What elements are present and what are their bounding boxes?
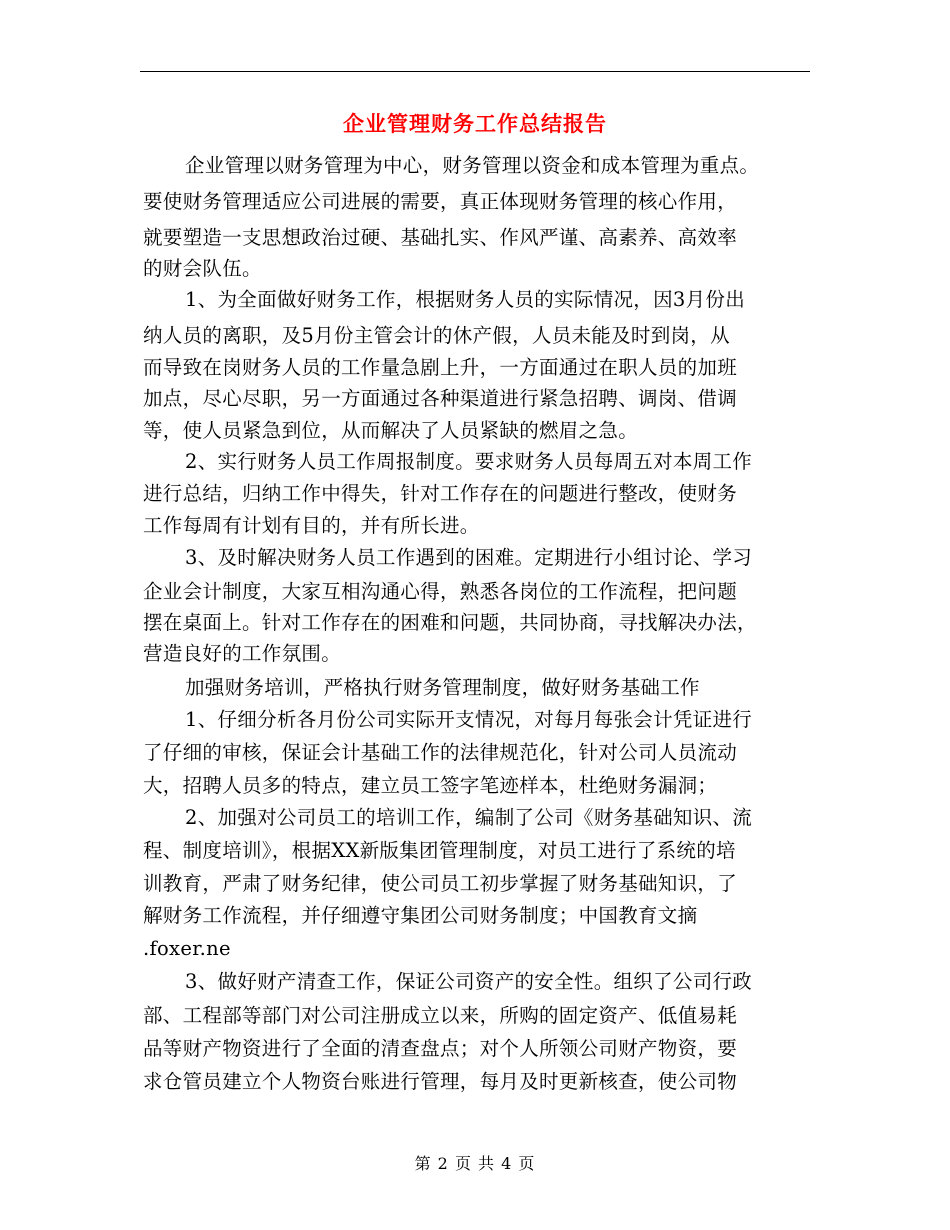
text-line: 摆在桌面上。针对工作存在的困难和问题，共同协商，寻找解决办法， [143,611,757,634]
text-line: 进行总结，归纳工作中得失，针对工作存在的问题进行整改，使财务 [143,482,738,505]
text-line: 3、做好财产清查工作，保证公司资产的安全性。组织了公司行政 [185,970,753,993]
text-line: 求仓管员建立个人物资台账进行管理，每月及时更新核查，使公司物 [143,1070,738,1093]
text-line: 程、制度培训》，根据XX新版集团管理制度，对员工进行了系统的培 [143,839,736,862]
text-line: 企业管理以财务管理为中心，财务管理以资金和成本管理为重点。 [185,154,760,177]
text-line: 等，使人员紧急到位，从而解决了人员紧缺的燃眉之急。 [143,419,639,442]
text-line: 1、仔细分析各月份公司实际开支情况，对每月每张会计凭证进行 [185,708,753,731]
document-title: 企业管理财务工作总结报告 [343,111,607,136]
text-line: 就要塑造一支思想政治过硬、基础扎实、作风严谨、高素养、高效率 [143,226,738,249]
text-line: 了仔细的审核，保证会计基础工作的法律规范化，针对公司人员流动 [143,741,738,764]
text-line: 部、工程部等部门对公司注册成立以来，所购的固定资产、低值易耗 [143,1004,738,1027]
text-line: 要使财务管理适应公司进展的需要，真正体现财务管理的核心作用， [143,190,738,213]
page-number-footer: 第 2 页 共 4 页 [414,1154,536,1173]
text-line: 2、实行财务人员工作周报制度。要求财务人员每周五对本周工作 [185,450,753,473]
text-line: 1、为全面做好财务工作，根据财务人员的实际情况，因3月份出 [185,288,746,311]
text-line: 加点，尽心尽职，另一方面通过各种渠道进行紧急招聘、调岗、借调 [143,387,738,410]
text-line: 训教育，严肃了财务纪律，使公司员工初步掌握了财务基础知识，了 [143,872,738,895]
text-line: 工作每周有计划有目的，并有所长进。 [143,514,480,537]
text-line: 解财务工作流程，并仔细遵守集团公司财务制度；中国教育文摘 [143,904,698,927]
text-line: 品等财产物资进行了全面的清查盘点；对个人所领公司财产物资，要 [143,1037,738,1060]
text-line: 企业会计制度，大家互相沟通心得，熟悉各岗位的工作流程，把问题 [143,580,738,603]
header-rule [140,71,810,72]
text-line: 纳人员的离职，及5月份主管会计的休产假，人员未能及时到岗，从 [143,324,730,347]
text-line: 的财会队伍。 [143,257,262,280]
text-line: 营造良好的工作氛围。 [143,642,342,665]
text-line: 而导致在岗财务人员的工作量急剧上升，一方面通过在职人员的加班 [143,356,738,379]
text-line: 大，招聘人员多的特点，建立员工签字笔迹样本，杜绝财务漏洞； [143,774,718,797]
text-line: 2、加强对公司员工的培训工作，编制了公司《财务基础知识、流 [185,806,753,829]
section-heading: 加强财务培训，严格执行财务管理制度，做好财务基础工作 [185,676,700,699]
text-line: .foxer.ne [143,937,231,960]
text-line: 3、及时解决财务人员工作遇到的困难。定期进行小组讨论、学习 [185,546,753,569]
